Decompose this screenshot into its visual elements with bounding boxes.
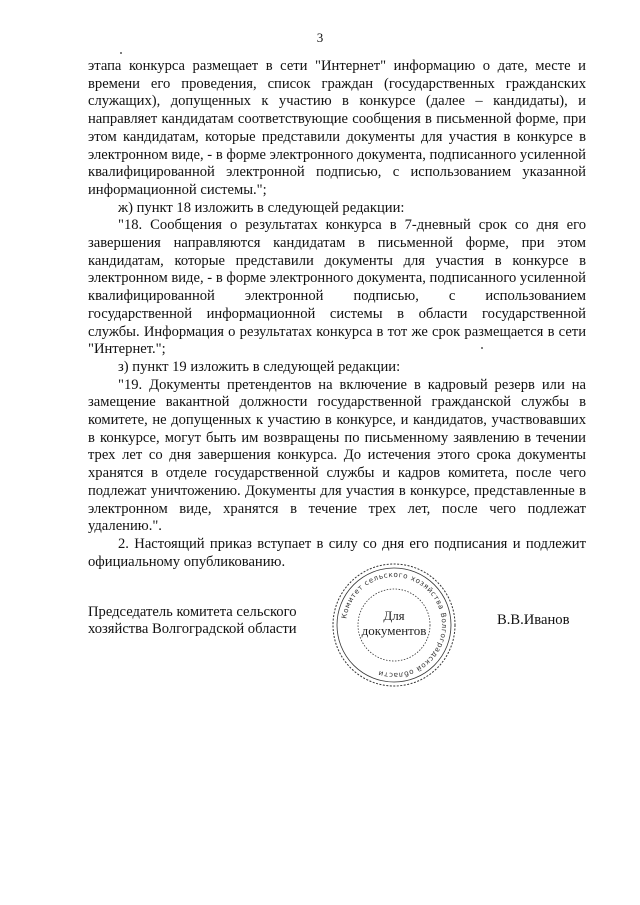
page-number: 3 <box>316 30 324 45</box>
paragraph-continuation: этапа конкурса размещает в сети "Интернет" информацию о дате, месте и времени его проведения, список граждан (государственных гражданских служащих), допущенных к участию в конкурсе (далее – кандидаты), и направляет кандидатам соответствующие сообщения в письменной форме, при этом кандидатам, которые представили документы для участия в конкурсе в электронном виде, - в форме электронного документа, подписанного усиленной квалифицированной электронной подписью, с использованием указанной информационной системы."; <box>88 58 586 198</box>
signatory-title <box>88 604 328 638</box>
paragraph-item-z: з) пункт 19 изложить в следующей редакции: <box>118 358 401 375</box>
signatory-name: В.В.Иванов <box>497 612 570 628</box>
signatory-title-line-1: Председатель комитета сельского <box>88 604 297 620</box>
paragraph-item-zh: ж) пункт 18 изложить в следующей редакции: <box>118 199 405 216</box>
paragraph-clause-19: "19. Документы претендентов на включение в кадровый резерв или на замещение вакантной должности государственной гражданской службы в комитете, не допущенных к участию в конкурсе, и кандидатов, участвовавших в конкурсе, могут быть им возвращены по письменному заявлению в течении трех лет со дня завершения конкурса. До истечения этого срока документы хранятся в отделе государственной службы и кадров комитета, после чего подлежат уничтожению. Документы для участия в конкурсе, представленные в электронном виде, хранятся в течение трех лет, после чего подлежат удалению.". <box>88 376 586 535</box>
stamp-center-line-2: документов <box>361 623 427 638</box>
stamp-center-line-1: Для <box>383 608 405 623</box>
scan-speck <box>120 52 122 54</box>
official-stamp <box>329 560 459 690</box>
signatory-title-line-2: хозяйства Волгоградской области <box>88 621 297 637</box>
document-body <box>88 58 586 571</box>
paragraph-order-2: 2. Настоящий приказ вступает в силу со дня его подписания и подлежит официальному опубликованию. <box>88 535 586 570</box>
paragraph-clause-18: "18. Сообщения о результатах конкурса в 7-дневный срок со дня его завершения направляются кандидатам в письменной форме, при этом кандидатам, которые представили документы для участия в конкурсе в электронном виде, - в форме электронного документа, подписанного усиленной квалифицированной электронной подписью, с использованием государственной информационной системы в области государственной службы. Информация о результатах конкурса в тот же срок размещается в сети "Интернет."; <box>88 217 586 358</box>
stamp-graphic <box>329 560 459 690</box>
stamp-ring-text: Комитет сельского хозяйства Волгоградской области <box>339 569 450 681</box>
